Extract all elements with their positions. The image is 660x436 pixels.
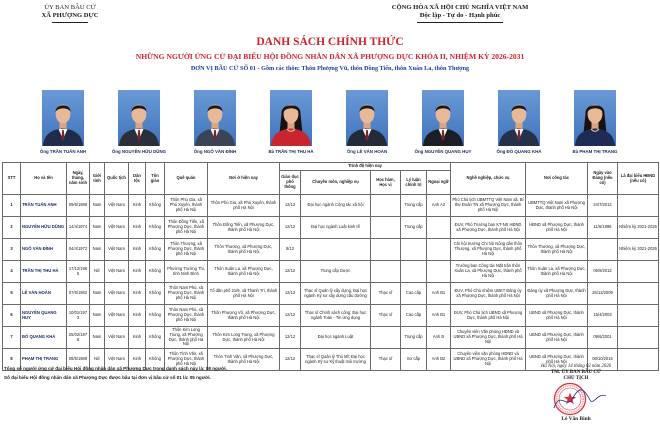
cell-general-edu: 12/12 — [280, 305, 301, 327]
cell-specialty: Đại học ngành Công tác xã hội — [301, 195, 371, 217]
stamp-and-signature — [520, 382, 632, 416]
cell-academic: Thạc sĩ — [371, 283, 401, 305]
signing-date: Hà Nội, ngày 14 tháng 02 năm 2026 — [540, 364, 612, 369]
cell-nationality: Việt Nam — [105, 261, 129, 283]
cell-academic — [371, 261, 401, 283]
cell-residence: Tổ dân phố 21/9, xã Thanh Trì, thành phố Hà Nội — [208, 283, 280, 305]
cell-religion: Không — [146, 327, 165, 349]
cell-academic: Thạc sĩ — [371, 305, 401, 327]
authority-line-1: ỦY BAN BẦU CỬ — [44, 4, 96, 11]
cell-specialty: Đại học ngành Luật kinh tế — [301, 217, 371, 239]
cell-political: Trung cấp — [401, 195, 427, 217]
cell-gender: Nam — [90, 217, 105, 239]
cell-occupation: Trưởng ban Công tác Mặt trận thôn Xuân La, xã Phượng Dực, thành phố Hà Nội — [451, 261, 526, 283]
cell-name: NGÔ VĂN ĐỈNH — [21, 239, 67, 261]
cell-language — [427, 217, 451, 239]
cell-party-date: 26/12/2009 — [588, 283, 618, 305]
cell-party-date: 15/4/2003 — [588, 305, 618, 327]
candidate-photo-strip — [25, 90, 633, 154]
cell-occupation: ĐUV, Phó Chủ tịch UBND xã Phượng Dực, thành phố Hà Nội — [451, 305, 526, 327]
portrait-photo — [574, 90, 616, 146]
cell-religion: Không — [146, 217, 165, 239]
signature-block — [520, 364, 632, 423]
cell-nationality: Việt Nam — [105, 195, 129, 217]
cell-language: Anh B — [427, 327, 451, 349]
cell-religion: Không — [146, 239, 165, 261]
header-name: Họ và tên — [21, 163, 67, 195]
signer-role: CHỦ TỊCH — [563, 376, 589, 381]
cell-hometown: Thôn Tình Văn, xã Phượng Dực, thành phố Hà Nội — [165, 349, 208, 371]
cell-ethnicity: Kinh — [129, 327, 146, 349]
candidate-caption: Ông LÊ VĂN HOÀN — [346, 149, 388, 154]
cell-academic: Thạc sĩ — [371, 349, 401, 371]
header-nationality: Quốc tịch — [105, 163, 129, 195]
cell-language: Anh B1 — [427, 283, 451, 305]
cell-dob: 09/6/1989 — [67, 195, 90, 217]
header-specialty: Chuyên môn, nghiệp vụ — [301, 171, 371, 195]
portrait-photo — [498, 90, 540, 146]
cell-specialty: Thạc sĩ Quản lý xây dựng, Đại học ngành Kỹ sư xây dựng cầu đường — [301, 283, 371, 305]
official-stamp — [540, 382, 612, 416]
cell-specialty: Trung cấp Dược — [301, 261, 371, 283]
cell-nationality: Việt Nam — [105, 283, 129, 305]
cell-workplace: Thôn Xuân La, xã Phượng Dực, thành phố Hà Nội — [526, 261, 588, 283]
cell-stt: 6 — [3, 305, 21, 327]
cell-general-edu: 12/12 — [280, 195, 301, 217]
cell-general-edu: 12/12 — [280, 217, 301, 239]
handwritten-signature — [554, 390, 606, 408]
motto: Độc lập - Tự do - Hạnh phúc — [419, 12, 501, 19]
cell-residence: Thôn Đồng Tiến, xã Phượng Dực, thành phố Hà Nội — [208, 217, 280, 239]
cell-hometown: Thôn Nam Phú, xã Phượng Dực, thành phố Hà Nội — [165, 305, 208, 327]
cell-general-edu: 12/12 — [280, 261, 301, 283]
candidate-caption: Bà TRẦN THỊ THU HÀ — [268, 149, 314, 154]
cell-academic — [371, 327, 401, 349]
cell-specialty: Thạc sĩ Quản lý Thủ Mĩ; Đại học ngành Kỹ sư Kỹ thuật môi trường — [301, 349, 371, 371]
cell-name: LÊ VĂN HOÀN — [21, 283, 67, 305]
cell-religion: Không — [146, 195, 165, 217]
cell-workplace: Thôn Thượng, xã Phượng Dực, thành phố Hà Nội — [526, 239, 588, 261]
total-candidates-note: Tổng số người ứng cử đại biểu Hội đồng nhân dân xã Phượng Dực trong danh sách này là: 08 người. — [4, 366, 227, 371]
cell-nationality: Việt Nam — [105, 217, 129, 239]
cell-general-edu: 12/12 — [280, 283, 301, 305]
cell-gender: Nam — [90, 195, 105, 217]
header-hometown: Quê quán — [165, 163, 208, 195]
cell-religion: Không — [146, 283, 165, 305]
header-ethnicity: Dân tộc — [129, 163, 146, 195]
candidate-card — [177, 90, 253, 154]
cell-dob: 07/6/1982 — [67, 283, 90, 305]
cell-workplace: UBMTTQ Việt Nam xã Phượng Dực, thành phố Hà Nội — [526, 195, 588, 217]
header-language: Ngoại ngữ — [427, 171, 451, 195]
cell-political: Trung cấp — [401, 217, 427, 239]
cell-ethnicity: Kinh — [129, 239, 146, 261]
cell-hometown: Thôn Thượng, xã Phượng Dực, thành phố Hà Nội — [165, 239, 208, 261]
elected-seats-note: Số đại biểu Hội đồng nhân dân xã Phượng Dực được bầu tại đơn vị bầu cử số 01 là: 05 người. — [4, 375, 211, 380]
cell-party-date — [588, 239, 618, 261]
cell-ethnicity: Kinh — [129, 217, 146, 239]
table-body — [3, 195, 659, 371]
cell-gender: Nam — [90, 239, 105, 261]
cell-ethnicity: Kinh — [129, 349, 146, 371]
cell-name: PHẠM THỊ TRANG — [21, 349, 67, 371]
cell-ethnicity: Kinh — [129, 305, 146, 327]
candidate-card — [329, 90, 405, 154]
candidate-card — [25, 90, 101, 154]
cell-council — [618, 305, 659, 327]
cell-stt: 7 — [3, 327, 21, 349]
cell-stt: 8 — [3, 349, 21, 371]
cell-language: Anh A2 — [427, 195, 451, 217]
candidate-caption: Ông NGUYỄN QUANG HUY — [414, 149, 472, 154]
header-political: Lý luận chính trị — [401, 171, 427, 195]
header-occupation: Nghề nghiệp, chức vụ — [451, 163, 526, 195]
document-subtitle: NHỮNG NGƯỜI ỨNG CỬ ĐẠI BIỂU HỘI ĐỒNG NHÂN DÂN XÃ PHƯỢNG DỰC KHÓA II, NHIỆM KỲ 2026-2031 — [135, 52, 525, 61]
cell-language — [427, 261, 451, 283]
cell-general-edu: 8/12 — [280, 239, 301, 261]
cell-party-date: 08/10/2016 — [588, 349, 618, 371]
cell-dob: 14/4/1974 — [67, 217, 90, 239]
cell-residence: Thôn Phú Gia, xã Phú Xuyên, thành phố Hà Nội — [208, 195, 280, 217]
cell-nationality: Việt Nam — [105, 305, 129, 327]
signing-organization: TM. ỦY BAN BẦU CỬ — [550, 370, 602, 375]
cell-stt: 1 — [3, 195, 21, 217]
document-title: DANH SÁCH CHÍNH THỨC — [256, 36, 404, 48]
cell-council — [618, 283, 659, 305]
candidate-caption: Ông TRẦN TUẤN ANH — [39, 149, 87, 154]
cell-language: Anh B2 — [427, 349, 451, 371]
cell-occupation: ĐUV, Phó Trưởng ban KT-NS HĐND xã Phượng Dực, thành phố Hà Nội — [451, 217, 526, 239]
candidate-caption: Ông NGUYỄN HỮU DŨNG — [111, 149, 167, 154]
cell-political: Cao cấp — [401, 283, 427, 305]
header-party-date: Ngày vào Đảng (nếu có) — [588, 163, 618, 195]
cell-occupation: Chuyên viên văn phòng HĐND và UBND xã Phượng Dực, thành phố Hà Nội — [451, 349, 526, 371]
portrait-photo — [346, 90, 388, 146]
authority-underline — [52, 22, 88, 23]
cell-gender: Nam — [90, 283, 105, 305]
cell-dob: 08/5/1989 — [67, 349, 90, 371]
cell-stt: 5 — [3, 283, 21, 305]
cell-ethnicity: Kinh — [129, 195, 146, 217]
cell-dob: 17/12/1985 — [67, 261, 90, 283]
cell-general-edu: 12/12 — [280, 327, 301, 349]
header-stt: STT — [3, 163, 21, 195]
cell-name: TRẦN THỊ THU HÀ — [21, 261, 67, 283]
cell-dob: 10/01/1973 — [67, 305, 90, 327]
table-row — [3, 283, 659, 305]
candidate-table — [2, 162, 659, 371]
header-row — [3, 163, 659, 171]
cell-general-edu: 12/12 — [280, 349, 301, 371]
cell-specialty: Đại học ngành Luật — [301, 327, 371, 349]
candidate-card — [481, 90, 557, 154]
cell-religion: Không — [146, 261, 165, 283]
cell-gender: Nữ — [90, 261, 105, 283]
table-row — [3, 217, 659, 239]
cell-gender: Nam — [90, 327, 105, 349]
candidate-card — [405, 90, 481, 154]
cell-residence: Thôn Kim Long Trung, xã Phượng Dực, thành phố Hà Nội — [208, 327, 280, 349]
header-academic: Học hàm, Học vị — [371, 171, 401, 195]
cell-residence: Thôn Tình Văn, xã Phượng Dực, thành phố Hà Nội — [208, 349, 280, 371]
cell-dob: 25/02/1978 — [67, 327, 90, 349]
cell-party-date: 09/6/2001 — [588, 327, 618, 349]
candidate-card — [101, 90, 177, 154]
cell-party-date: 05/9/2012 — [588, 261, 618, 283]
header-residence: Nơi ở hiện nay — [208, 163, 280, 195]
cell-council: Nhiệm kỳ 2021-2026 — [618, 217, 659, 239]
cell-stt: 4 — [3, 261, 21, 283]
cell-gender: Nam — [90, 305, 105, 327]
cell-political: Trung cấp — [401, 327, 427, 349]
table-header — [3, 163, 659, 195]
cell-political: Cao cấp — [401, 305, 427, 327]
country-name: CỘNG HÒA XÃ HỘI CHỦ NGHĨA VIỆT NAM — [391, 4, 529, 11]
header-dob: Ngày, tháng, năm sinh — [67, 163, 90, 195]
cell-specialty — [301, 239, 371, 261]
cell-gender: Nữ — [90, 349, 105, 371]
cell-stt: 2 — [3, 217, 21, 239]
cell-occupation: Phó Chủ tịch UBMTTQ Việt Nam xã, Bí thư Đoàn TN xã Phượng Dực, thành phố Hà Nội — [451, 195, 526, 217]
cell-council: Nhiệm kỳ 2021-2026 — [618, 239, 659, 261]
cell-academic — [371, 239, 401, 261]
cell-residence: Thôn Xuân La, xã Phượng Dực, thành phố Hà Nội — [208, 261, 280, 283]
cell-hometown: Thôn Phú Gia, xã Phú Xuyên, thành phố Hà Nội — [165, 195, 208, 217]
table-row — [3, 305, 659, 327]
candidate-card — [253, 90, 329, 154]
table-row — [3, 327, 659, 349]
candidate-caption: Bà PHẠM THỊ TRANG — [572, 149, 618, 154]
cell-hometown: Thôn Đồng Tiến, xã Phượng Dực, thành phố Hà Nội — [165, 217, 208, 239]
cell-workplace: UBND xã Phượng Dực, thành phố Hà Nội — [526, 349, 588, 371]
issuing-authority — [16, 4, 124, 23]
cell-name: TRẦN TUẤN ANH — [21, 195, 67, 217]
portrait-photo — [42, 90, 84, 146]
cell-dob: 04/4/1972 — [67, 239, 90, 261]
cell-political — [401, 239, 427, 261]
cell-hometown: Thôn Nam Phú, xã Phượng Dực, thành phố Hà Nội — [165, 283, 208, 305]
cell-nationality: Việt Nam — [105, 239, 129, 261]
cell-political: Sơ cấp — [401, 349, 427, 371]
cell-religion: Không — [146, 305, 165, 327]
cell-name: NGUYỄN QUANG HUY — [21, 305, 67, 327]
header-gender: Giới tính — [90, 163, 105, 195]
cell-council — [618, 327, 659, 349]
cell-nationality: Việt Nam — [105, 349, 129, 371]
cell-language — [427, 239, 451, 261]
table-row — [3, 195, 659, 217]
cell-political — [401, 261, 427, 283]
cell-name: NGUYỄN HỮU DŨNG — [21, 217, 67, 239]
authority-line-2: XÃ PHƯỢNG DỰC — [41, 12, 99, 19]
header-education-group: Trình độ hiện nay — [280, 163, 451, 171]
portrait-photo — [270, 90, 312, 146]
header-general-edu: Giáo dục phổ thông — [280, 171, 301, 195]
cell-hometown: Phường Trường Thi, tỉnh Ninh Bình — [165, 261, 208, 283]
national-motto — [378, 4, 542, 23]
cell-workplace: UBND xã Phượng Dực, thành phố Hà Nội — [526, 327, 588, 349]
electoral-unit: ĐƠN VỊ BẦU CỬ SỐ 01 - Gồm các thôn: Thôn Phượng Vũ, thôn Đồng Tiến, thôn Xuân La, thôn Thượng — [190, 65, 470, 72]
candidate-caption: Ông ĐỖ QUANG KHÁ — [496, 149, 542, 154]
header-religion: Tôn giáo — [146, 163, 165, 195]
cell-occupation: Chi hội trưởng Chi hội Nông dân thôn Thượng, xã Phượng Dực, thành phố Hà Nội — [451, 239, 526, 261]
cell-workplace: HĐND xã Phượng Dực, thành phố Hà Nội — [526, 217, 588, 239]
cell-council — [618, 195, 659, 217]
cell-name: ĐỖ QUANG KHÁ — [21, 327, 67, 349]
cell-residence: Thôn Thượng, xã Phượng Dực, thành phố Hà Nội — [208, 239, 280, 261]
cell-ethnicity: Kinh — [129, 283, 146, 305]
table-row — [3, 261, 659, 283]
table-row — [3, 239, 659, 261]
portrait-photo — [194, 90, 236, 146]
portrait-photo — [118, 90, 160, 146]
candidate-caption: Ông NGÔ VĂN ĐỈNH — [193, 149, 237, 154]
header-workplace: Nơi công tác — [526, 163, 588, 195]
cell-academic — [371, 217, 401, 239]
cell-workplace: UBND xã Phượng Dực, thành phố Hà Nội — [526, 305, 588, 327]
cell-occupation: ĐUV, Phó Chủ nhiệm UBKT Đảng ủy xã Phượng Dực, thành phố Hà Nội — [451, 283, 526, 305]
cell-council — [618, 261, 659, 283]
cell-specialty: Thạc sĩ Chính sách công; Đại học ngành Toán - Tin ứng dụng — [301, 305, 371, 327]
cell-language: Anh B1 — [427, 305, 451, 327]
portrait-photo — [422, 90, 464, 146]
cell-party-date: 11/6/1999 — [588, 217, 618, 239]
cell-academic — [371, 195, 401, 217]
cell-nationality: Việt Nam — [105, 327, 129, 349]
cell-workplace: Đảng ủy xã Phượng Dực, thành phố Hà Nội — [526, 283, 588, 305]
cell-stt: 3 — [3, 239, 21, 261]
cell-ethnicity: Kinh — [129, 261, 146, 283]
motto-underline — [417, 22, 503, 23]
cell-hometown: Thôn Kim Long Trung, xã Phượng Dực, thành phố Hà Nội — [165, 327, 208, 349]
signer-name: Lê Văn Bình — [561, 416, 591, 422]
cell-religion: Không — [146, 349, 165, 371]
cell-residence: Thôn Phượng Vũ, xã Phượng Dực, thành phố Hà Nội — [208, 305, 280, 327]
cell-occupation: Chuyên viên Văn phòng HĐND và UBND xã Phượng Dực, thành phố Hà Nội — [451, 327, 526, 349]
candidate-card — [557, 90, 633, 154]
cell-party-date: 24/7/2012 — [588, 195, 618, 217]
header-council: Là đại biểu HĐND (nếu có) — [618, 163, 659, 195]
